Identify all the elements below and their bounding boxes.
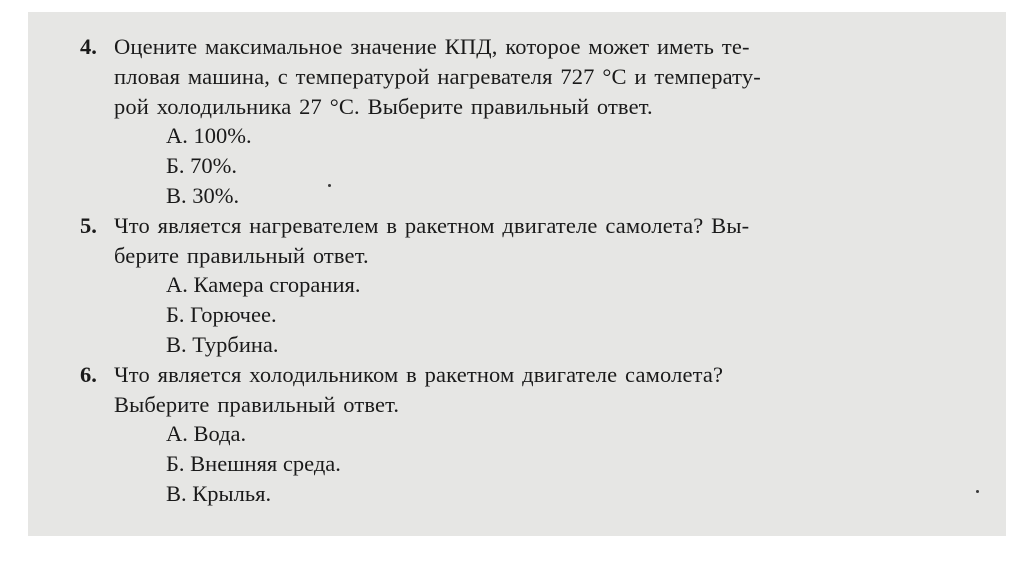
- question-number: 4.: [80, 34, 97, 59]
- answer-option-b: Б. Внешняя среда.: [166, 451, 341, 477]
- question-text: [114, 32, 1006, 121]
- answer-option-a: А. Камера сгорания.: [166, 272, 361, 298]
- answer-option-a: А. Вода.: [166, 421, 247, 447]
- question-line: Выберите правильный ответ.: [114, 391, 400, 417]
- question-line: пловая машина, с температурой нагревателя 727 °С и температу-: [114, 63, 761, 89]
- question-line: Что является холодильником в ракетном двигателе самолета?: [114, 361, 724, 387]
- question-number: 6.: [80, 361, 97, 387]
- answer-options: [114, 121, 1006, 210]
- question-text: [114, 360, 1006, 420]
- scan-speck: [328, 184, 331, 187]
- questions-block: [80, 32, 1006, 509]
- answer-option-a: А. 100%.: [166, 123, 252, 149]
- answer-option-c: В. 30%.: [166, 182, 240, 208]
- answer-option-c: В. Турбина.: [166, 331, 279, 357]
- question-text: [114, 211, 1006, 271]
- answer-option-c: В. Крылья.: [166, 480, 272, 506]
- answer-option-b: Б. Горючее.: [166, 302, 277, 328]
- scan-speck: [976, 490, 979, 493]
- question-line: Что является нагревателем в ракетном двигателе самолета? Вы-: [114, 212, 750, 238]
- question-4: [80, 32, 1006, 211]
- question-number: 5.: [80, 212, 97, 238]
- answer-options: [114, 270, 1006, 359]
- answer-options: [114, 419, 1006, 508]
- question-line: Оцените максимальное значение КПД, которое может иметь те-: [114, 34, 750, 59]
- question-line: рой холодильника 27 °С. Выберите правильный ответ.: [114, 93, 653, 119]
- answer-option-b: Б. 70%.: [166, 153, 238, 179]
- question-line: берите правильный ответ.: [114, 242, 369, 268]
- question-5: [80, 211, 1006, 360]
- scanned-page: [28, 12, 1006, 536]
- question-6: [80, 360, 1006, 509]
